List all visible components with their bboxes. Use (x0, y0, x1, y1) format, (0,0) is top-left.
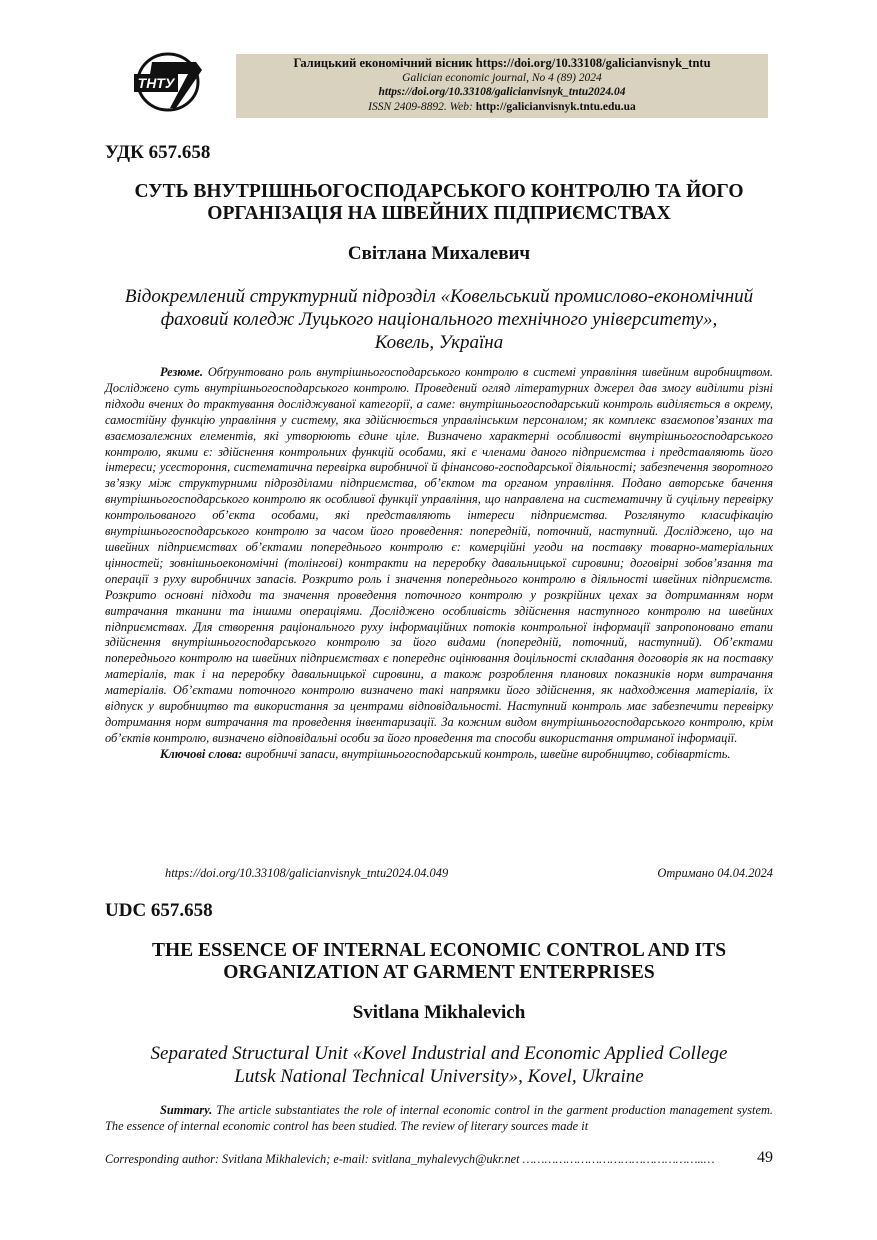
page-footer (105, 1149, 773, 1167)
author-ua: Світлана Михалевич (347, 243, 531, 264)
affiliation-ua-line1: Відокремлений структурний підрозділ «Ковельський промислово-економічний (124, 286, 754, 307)
affiliation-ua-line2: фаховий коледж Луцького національного технічного університету», (160, 309, 718, 330)
abstract-label: Резюме. (160, 365, 203, 379)
affiliation-en (105, 1042, 773, 1088)
logo-text: ТНТУ (137, 75, 175, 91)
title-ua-line2: ОРГАНІЗАЦІЯ НА ШВЕЙНИХ ПІДПРИЄМСТВАХ (207, 203, 671, 224)
author-en: Svitlana Mikhalevich (352, 1002, 526, 1023)
issue-doi: https://doi.org/10.33108/galicianvisnyk_tntu2024.04 (378, 86, 626, 98)
summary-paragraph (105, 1102, 773, 1134)
summary-label: Summary. (160, 1103, 213, 1117)
title-en-line2: ORGANIZATION AT GARMENT ENTERPRISES (223, 962, 655, 983)
affiliation-ua (105, 285, 773, 354)
article-doi[interactable]: https://doi.org/10.33108/galicianvisnyk_tntu2024.04.049 (165, 866, 449, 880)
title-en (105, 940, 773, 984)
corresponding-author: Corresponding author: Svitlana Mikhalevich; e-mail: svitlana_myhalevych@ukr.net (105, 1152, 520, 1166)
affiliation-ua-line3: Ковель, Україна (374, 332, 504, 353)
journal-header-banner (236, 54, 768, 118)
journal-title-ua: Галицький економічний вісник https://doi.org/10.33108/galicianvisnyk_tntu (293, 56, 711, 70)
udc-ua: УДК 657.658 (105, 142, 211, 163)
keywords-paragraph (105, 747, 773, 763)
website-link[interactable]: http://galicianvisnyk.tntu.edu.ua (475, 100, 636, 113)
issn-line (236, 100, 768, 115)
journal-title-en: Galician economic journal, No 4 (89) 2024 (402, 71, 602, 84)
issn-text: ISSN 2409-8892. Web: (368, 100, 473, 113)
keywords-text: виробничі запаси, внутрішньогосподарський контроль, швейне виробництво, собівартість. (245, 746, 731, 761)
page-number: 49 (757, 1149, 773, 1166)
summary-text: The article substantiates the role of internal economic control in the garment production management system. The essence of internal economic control has been studied. The review of literary sources made it (105, 1103, 773, 1133)
abstract-text: Обґрунтовано роль внутрішньогосподарського контролю в системі управління швейним виробництвом. Досліджено суть внутрішньогосподарського контролю. Проведений огляд літературних джерел дав змогу виділити різні підходи вчених до трактування досліджуваної категорії, а саме: внутрішньогосподарський контроль виділяється в окрему, самостійну функцію управління у систему, яка здійснюється управлінським персоналом; як комплекс взаємопов’язаних та взаємозалежних елементів, які утворюють єдине ціле. Визначено характерні особливості внутрішньогосподарського контролю, якими є: здійснення контрольних функцій особами, які є членами даного підприємства і представляють його інтереси; усестороння, систематична перевірка виробничої й фінансово-господарської діяльності; забезпечення зворотного зв’язку між структурними підрозділами підприємства, об’єктом та органом управління. Подано авторське бачення внутрішньогосподарського контролю як особливої функції управління, що направлена на систематичну й суцільну перевірку контрольованого об’єкта особами, які представляють інтереси підприємства. Розглянуто класифікацію внутрішньогосподарського контролю за часом його проведення: попередній, поточний, наступний. Досліджено, що на швейних підприємствах об’єктами попереднього контролю є: комерційні угоди на поставку товарно-матеріальних цінностей; зовнішньоекономічні (толінгові) контракти на переробку давальницької сировини; договірні зобов’язання та операції з руху виробничих запасів. Розкрито роль і значення попереднього контролю в діяльності швейних підприємств. Розкрито основні підходи та значення проведення поточного контролю у розкрійних цехах за дотриманням норм витрачання тканини та іншими операціями. Досліджено особливість здійснення наступного контролю на швейних підприємствах. Для створення раціонального руху інформаційних потоків контрольної інформації запропоновано етапи здійснення внутрішньогосподарського контролю за його видами (попередній, поточний, наступний). Об’єктами попереднього контролю на швейних підприємствах є попереднє оцінювання доцільності складання договорів як на поставку матеріалів, так і на переробку давальницької сировини, а також розроблення планових показників норм витрачання матеріалів. Об’єктами поточного контролю визначено такі напрямки його здійснення, як надходження матеріалів, їх відпуск у виробництво та використання за центрами відповідальності. Наступний контроль має забезпечити перевірку дотримання норм витрачання та проведення інвентаризації. За кожним видом внутрішньогосподарського контролю, крім об’єктів контролю, визначено відповідальні особи за його проведення та способи використання отриманої інформації. (105, 365, 773, 745)
abstract-ua-paragraph (105, 365, 773, 747)
footer-dots: …………………………………………..… (522, 1152, 715, 1166)
title-ua-line1: СУТЬ ВНУТРІШНЬОГОСПОДАРСЬКОГО КОНТРОЛЮ ТА ЙОГО (134, 181, 744, 202)
summary-en (105, 1102, 773, 1134)
keywords-label: Ключові слова: (160, 746, 243, 761)
affiliation-en-line1: Separated Structural Unit «Kovel Industrial and Economic Applied College (150, 1043, 728, 1064)
title-en-line1: THE ESSENCE OF INTERNAL ECONOMIC CONTROL AND ITS (151, 940, 727, 961)
affiliation-en-line2: Lutsk National Technical University», Kovel, Ukraine (234, 1066, 644, 1087)
received-date: Отримано 04.04.2024 (657, 866, 773, 880)
udc-en: UDC 657.658 (105, 900, 213, 921)
tntu-logo (132, 52, 208, 112)
title-ua (105, 181, 773, 225)
abstract-ua (105, 365, 773, 763)
